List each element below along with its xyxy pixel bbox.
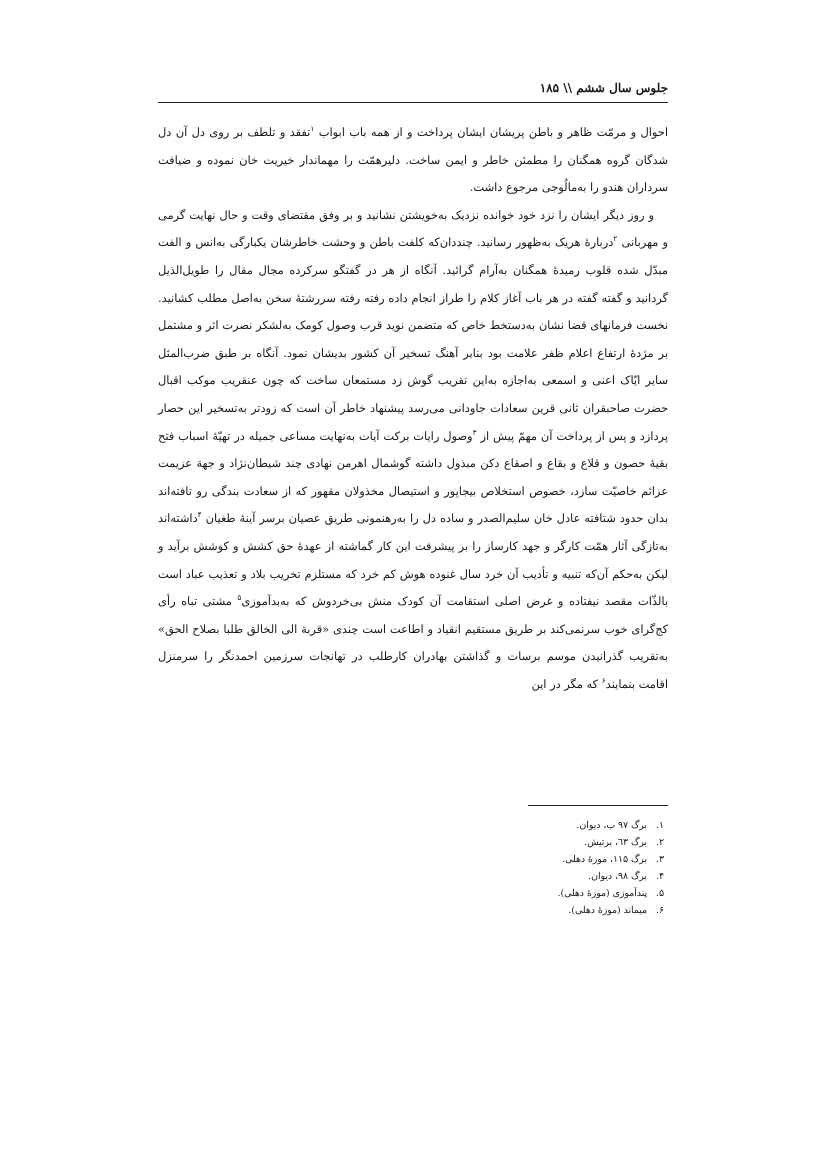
footnote-number: ۳.: [656, 854, 664, 865]
footnote-divider: [528, 805, 668, 806]
paragraph-text: احوال و مرمّت ظاهر و باطن پریشان ایشان پرداخت و از همه باب ابواب: [314, 125, 669, 139]
footnote-text: برگ ۹۸، دیوان.: [588, 871, 648, 882]
footnote-marker: ۲: [613, 234, 618, 244]
footnote-marker: ۳: [472, 427, 477, 437]
footnote-number: ۶.: [656, 905, 664, 916]
footnote-item: [400, 817, 664, 834]
footnote-text: برگ ۱۱۵، موزهٔ دهلی.: [562, 854, 648, 865]
footnote-marker: ۶: [601, 676, 606, 686]
footnote-number: ۴.: [656, 871, 664, 882]
footnotes-list: [400, 817, 668, 919]
paragraph-text: تفقد و تلطف بر روی دل آن دل شدگان گروه همگنان را مطمئن خاطر و ایمن ساخت. دلیرهمّت را مهماندار خیریت خان نموده و ضیافت سرداران هندو را به‌مالُوجی مرجوع داشت.: [158, 125, 668, 195]
footnote-item: [400, 868, 664, 885]
paragraph-text: که مگر در این: [531, 676, 602, 691]
paragraph-text: مشتی تباه رأی کج‌گرای خوب سرنمی‌کند بر طریق مستقیم انقیاد و اطاعت است چندی «قربة الی الخالق طلبا بصلاح الحق» به‌تقریب گذرانیدن موسم برسات و گذاشتن بهادران کارطلب در تهانجات سرزمین احمدنگر را سرمنزل اقامت بنمایند: [158, 594, 668, 691]
footnote-marker: ۱: [310, 124, 315, 134]
footnote-number: ۵.: [656, 888, 664, 899]
body-paragraph: [158, 202, 668, 699]
paragraph-text: دربارهٔ هریک به‌ظهور رسانید. چنددان‌که کلفت باطن و وحشت خاطرشان یکبارگی به‌انس و الفت مبدّل شده قلوب رمیدهٔ همگنان به‌آرام گرائید. آنگاه از هر در گفتگو سرکرده مجال مقال را طویل‌الذیل گردانید و گفته گفته در هر باب آغاز کلام را طراز انجام داده رفته رفته سررشتهٔ سخن به‌اصل مطلب کشانید. نخست فرمانهای قضا نشان به‌دستخط خاص که متضمن نوید قرب وصول کومک به‌لشکر نصرت اثر و مشتمل بر مژدهٔ ارتفاع اعلام ظفر علامت بود بنابر آهنگ تسخیر آن کشور بدیشان نمود. آنگاه بر طبق ضرب‌المثل سایر ایّاک اعنی و اسمعی به‌اجازه به‌این تقریب گوش زد مستمعان ساخت که چون عنقریب موکب اقبال حضرت صاحبقران ثانی قرین سعادات جاودانی می‌رسد پیشنهاد خاطر آن است که زودتر به‌تسخیر این حصار پردازد و پس از پرداخت آن مهمّ پیش از: [158, 235, 668, 443]
footnote-item: [400, 851, 664, 868]
running-header: [158, 78, 668, 103]
header-title: جلوس سال ششم \\ ۱۸۵: [539, 81, 668, 95]
paragraph-text: وصول رایات برکت آیات به‌نهایت مساعی جمیله در تهیّهٔ اسباب فتح بقیهٔ حصون و قلاع و بقاع و اصقاع دکن مبذول داشته گوشمال اهرمن نهادی چند شیطان‌نژاد و جهة عزیمت عزائم خاصیّت سازد، خصوص استخلاص بیجاپور و استیصال مخذولان مقهور که از سعادت بندگی رو تافته‌اند بدان حدود شتافته عادل خان سلیم‌الصدر و ساده دل را به‌رهنمونی طریق عصیان برسر آینهٔ طغیان: [158, 428, 668, 526]
body-paragraph: [158, 119, 668, 202]
footnote-text: میماند (موزهٔ دهلی).: [568, 905, 648, 916]
paragraph-text: و روز دیگر ایشان را نزد خود خوانده نزدیک به‌خویشتن نشانید و بر وفق مقتضای وقت و حال نهایت گرمی و مهربانی: [158, 207, 669, 250]
paragraph-text: داشته‌اند به‌تازگی آثار همّت کارگر و جهد کارساز را بر پیشرفت این کار گماشته از عهدهٔ حق کشش و کوشش برآید و لیکن به‌حکم آن‌که تنبیه و تأدیب آن خرد سال غنوده هوش کم خرد که مستلزم تخریب بلاد و تعذیب عباد است بالذّات مقصد نیفتاده و غرض اصلی استقامت آن کودک منش بی‌خردوش که به‌بدآموزی: [158, 511, 668, 609]
footnote-number: ۱.: [656, 820, 664, 831]
footnote-item: [400, 885, 664, 902]
footnote-marker: ۴: [197, 510, 202, 520]
footnote-text: برگ ٦٣، برتیش.: [584, 837, 648, 848]
footnote-item: [400, 902, 664, 919]
footnote-text: برگ ۹۷ ب، دیوان.: [576, 820, 648, 831]
footnote-item: [400, 834, 664, 851]
footnote-number: ۲.: [656, 837, 664, 848]
footnote-text: پندآموزی (موزهٔ دهلی).: [557, 888, 648, 899]
footnote-marker: ۵: [237, 593, 242, 603]
body-text: [158, 119, 668, 698]
